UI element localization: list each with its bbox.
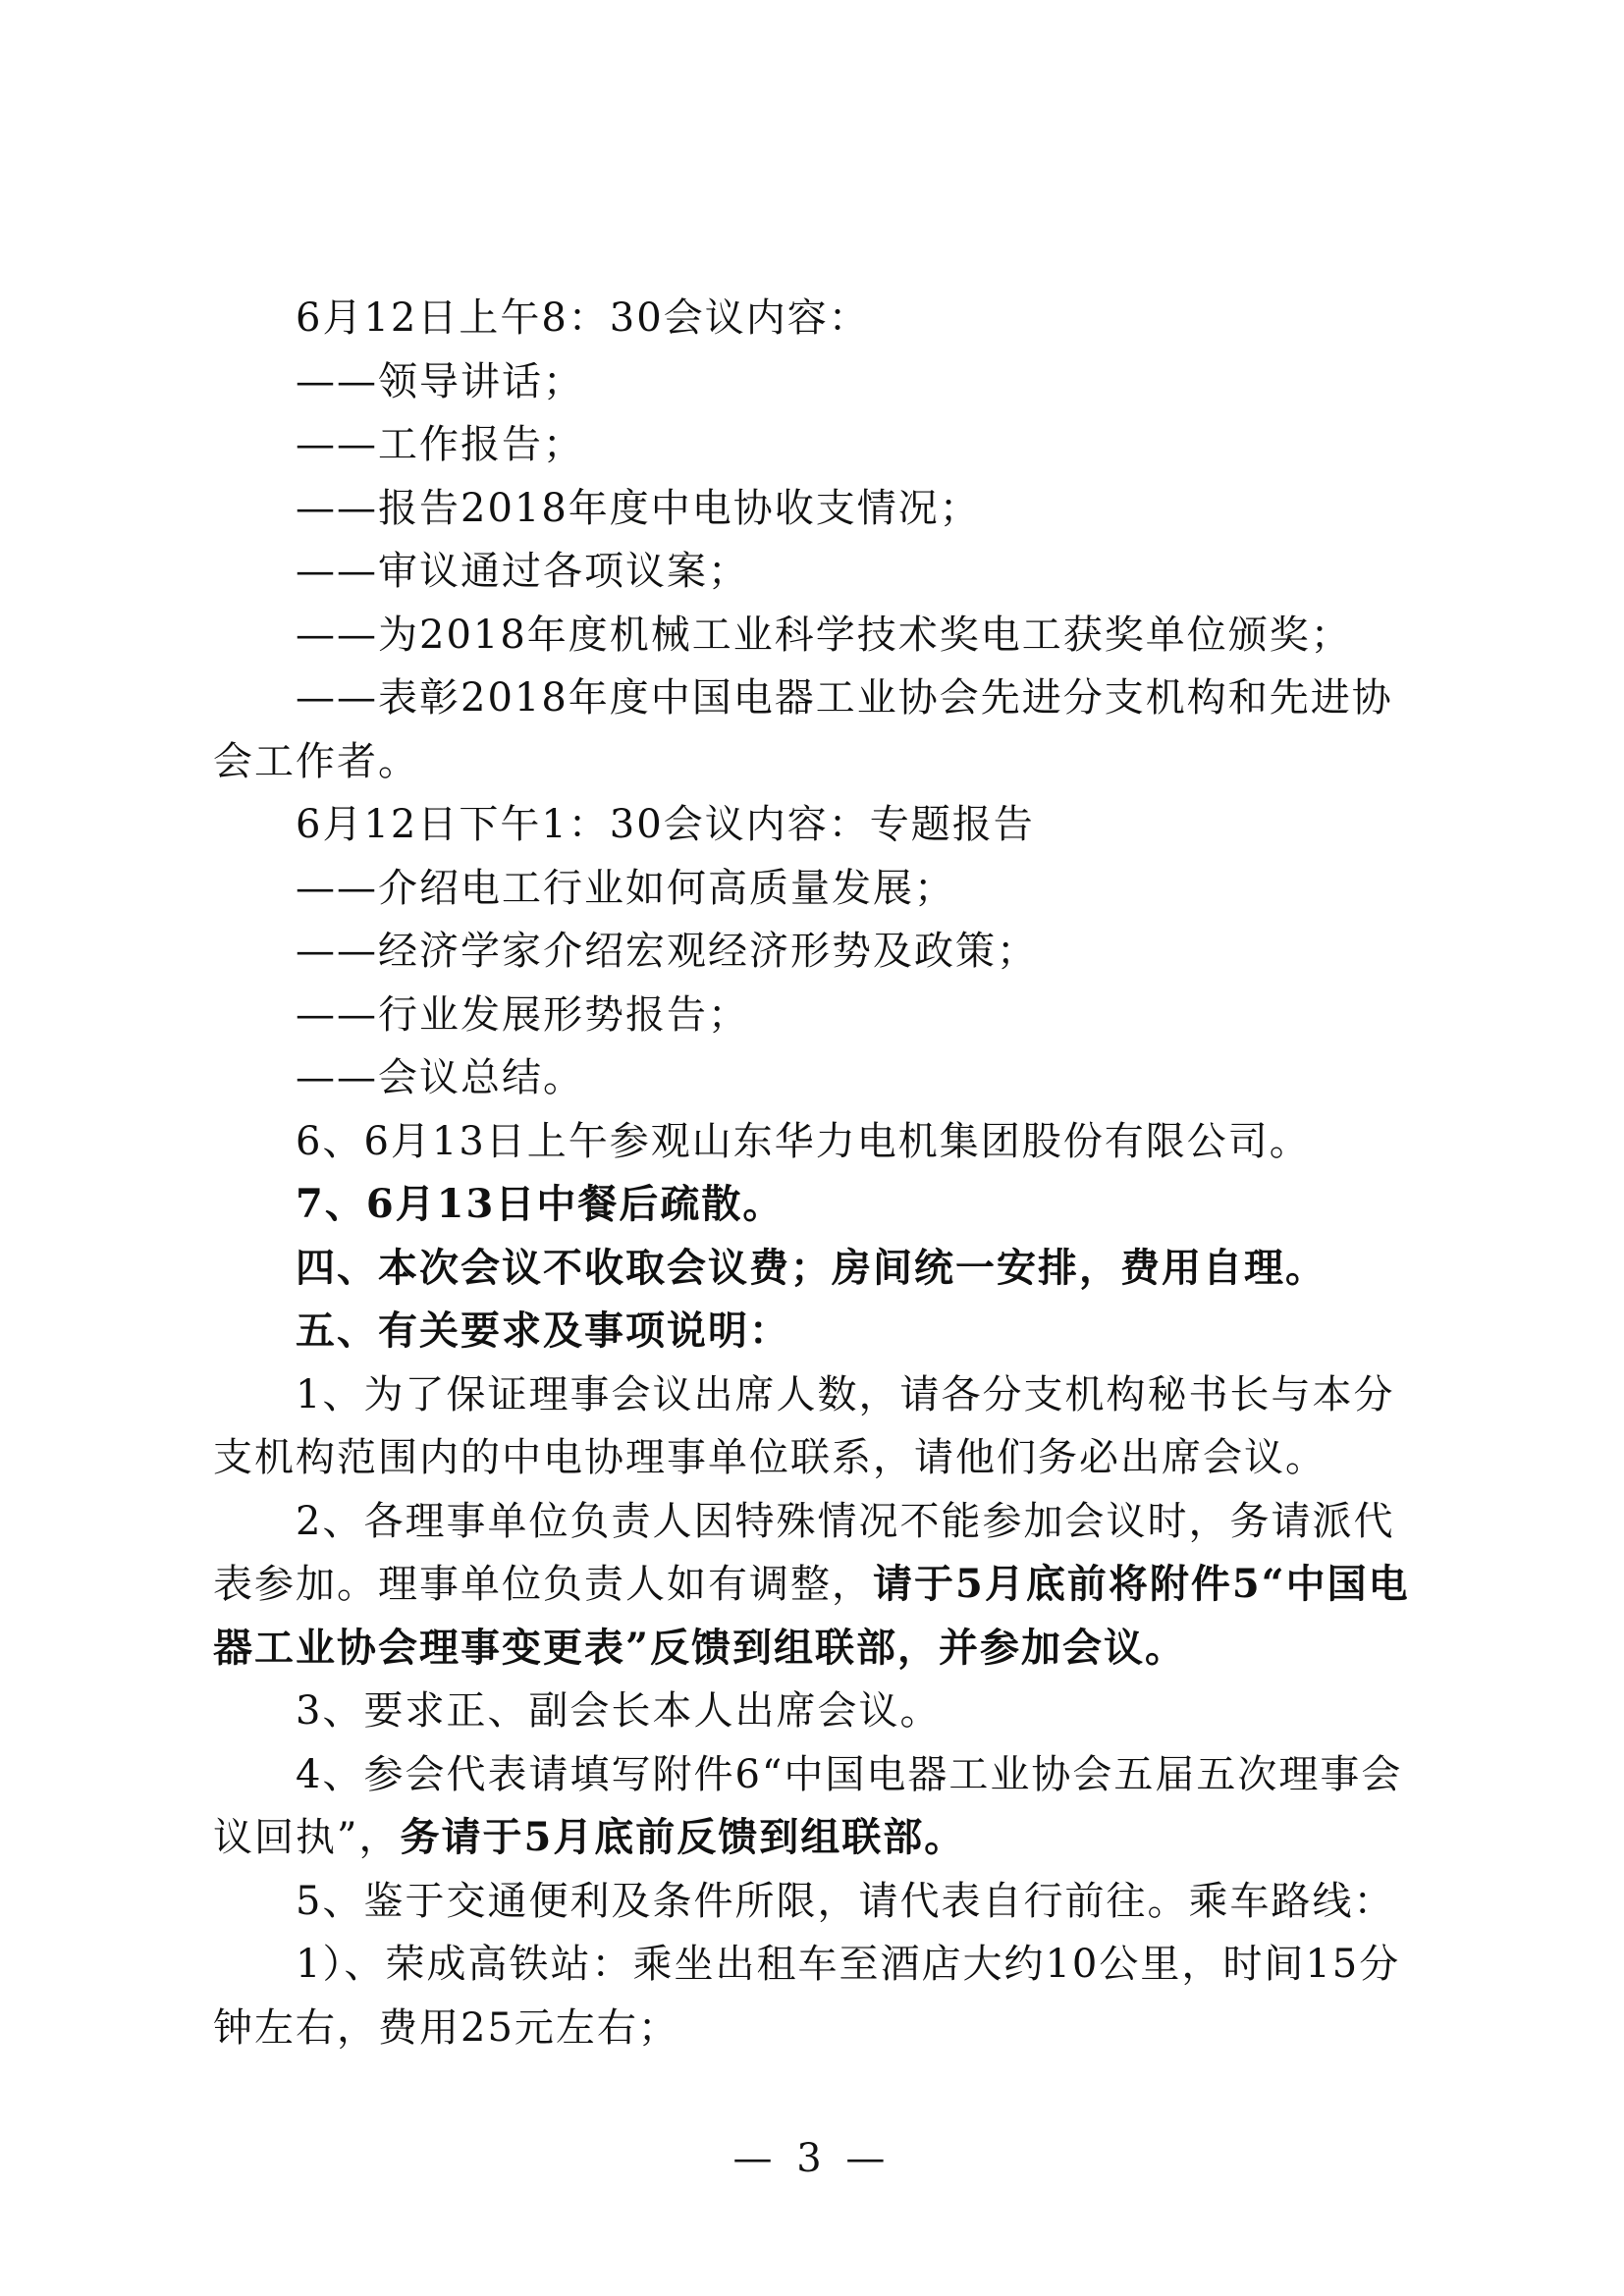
paragraph-train-station-route: 1）、荣成高铁站：乘坐出租车至酒店大约10公里，时间15分钟左右，费用25元左右； <box>213 1942 1401 2051</box>
paragraph-fees: 四、本次会议不收取会议费；房间统一安排，费用自理。 <box>296 1244 1326 1291</box>
page-number: — 3 — <box>732 2136 892 2181</box>
section-heading-requirements: 五、有关要求及事项说明： <box>296 1308 790 1354</box>
paragraph-leader-speech: ——领导讲话； <box>296 358 584 404</box>
paragraph-industry-situation: ——行业发展形势报告； <box>296 991 749 1038</box>
paragraph-representatives-emphasis: 请于5月底前将附件5“中国电器工业协会理事变更表”反馈到组联部，并参加会议。 <box>213 1561 1410 1671</box>
paragraph-vice-presidents: 3、要求正、副会长本人出席会议。 <box>296 1688 942 1734</box>
paragraph-meeting-summary: ——会议总结。 <box>296 1055 584 1100</box>
paragraph-receipt-emphasis: 务请于5月底前反馈到组联部。 <box>400 1814 966 1860</box>
paragraph-transport: 5、鉴于交通便利及条件所限，请代表自行前往。乘车路线： <box>296 1878 1395 1924</box>
paragraph-attendance: 1、为了保证理事会议出席人数，请各分支机构秘书长与本分支机构范围内的中电协理事单位联系，请他们务必出席会议。 <box>213 1371 1395 1480</box>
paragraph-site-visit: 6、6月13日上午参观山东华力电机集团股份有限公司。 <box>296 1118 1311 1164</box>
paragraph-representatives <box>213 1490 1426 1681</box>
paragraph-receipt-text: 4、参会代表请填写附件6“中国电器工业协会五届五次理事会议回执”， <box>213 1751 1403 1860</box>
paragraph-review-proposals: ——审议通过各项议案； <box>296 549 749 594</box>
paragraph-finance-report: ——报告2018年度中电协收支情况； <box>296 485 981 531</box>
paragraph-morning-agenda: 6月12日上午8：30会议内容： <box>296 295 870 341</box>
paragraph-industry-development: ——介绍电工行业如何高质量发展； <box>296 865 955 911</box>
paragraph-dispersal: 7、6月13日中餐后疏散。 <box>296 1181 785 1227</box>
body-text <box>213 287 1426 2059</box>
paragraph-award-ceremony: ——为2018年度机械工业科学技术奖电工获奖单位颁奖； <box>296 612 1352 658</box>
paragraph-representatives-text: 2、各理事单位负责人因特殊情况不能参加会议时，务请派代表参加。理事单位负责人如有调整， <box>213 1498 1395 1607</box>
paragraph-receipt <box>213 1743 1426 1870</box>
paragraph-afternoon-agenda: 6月12日下午1：30会议内容：专题报告 <box>296 802 1035 847</box>
paragraph-work-report: ——工作报告； <box>296 422 584 467</box>
paragraph-economist-talk: ——经济学家介绍宏观经济形势及政策； <box>296 929 1038 974</box>
paragraph-commendation: ——表彰2018年度中国电器工业协会先进分支机构和先进协会工作者。 <box>213 675 1393 784</box>
